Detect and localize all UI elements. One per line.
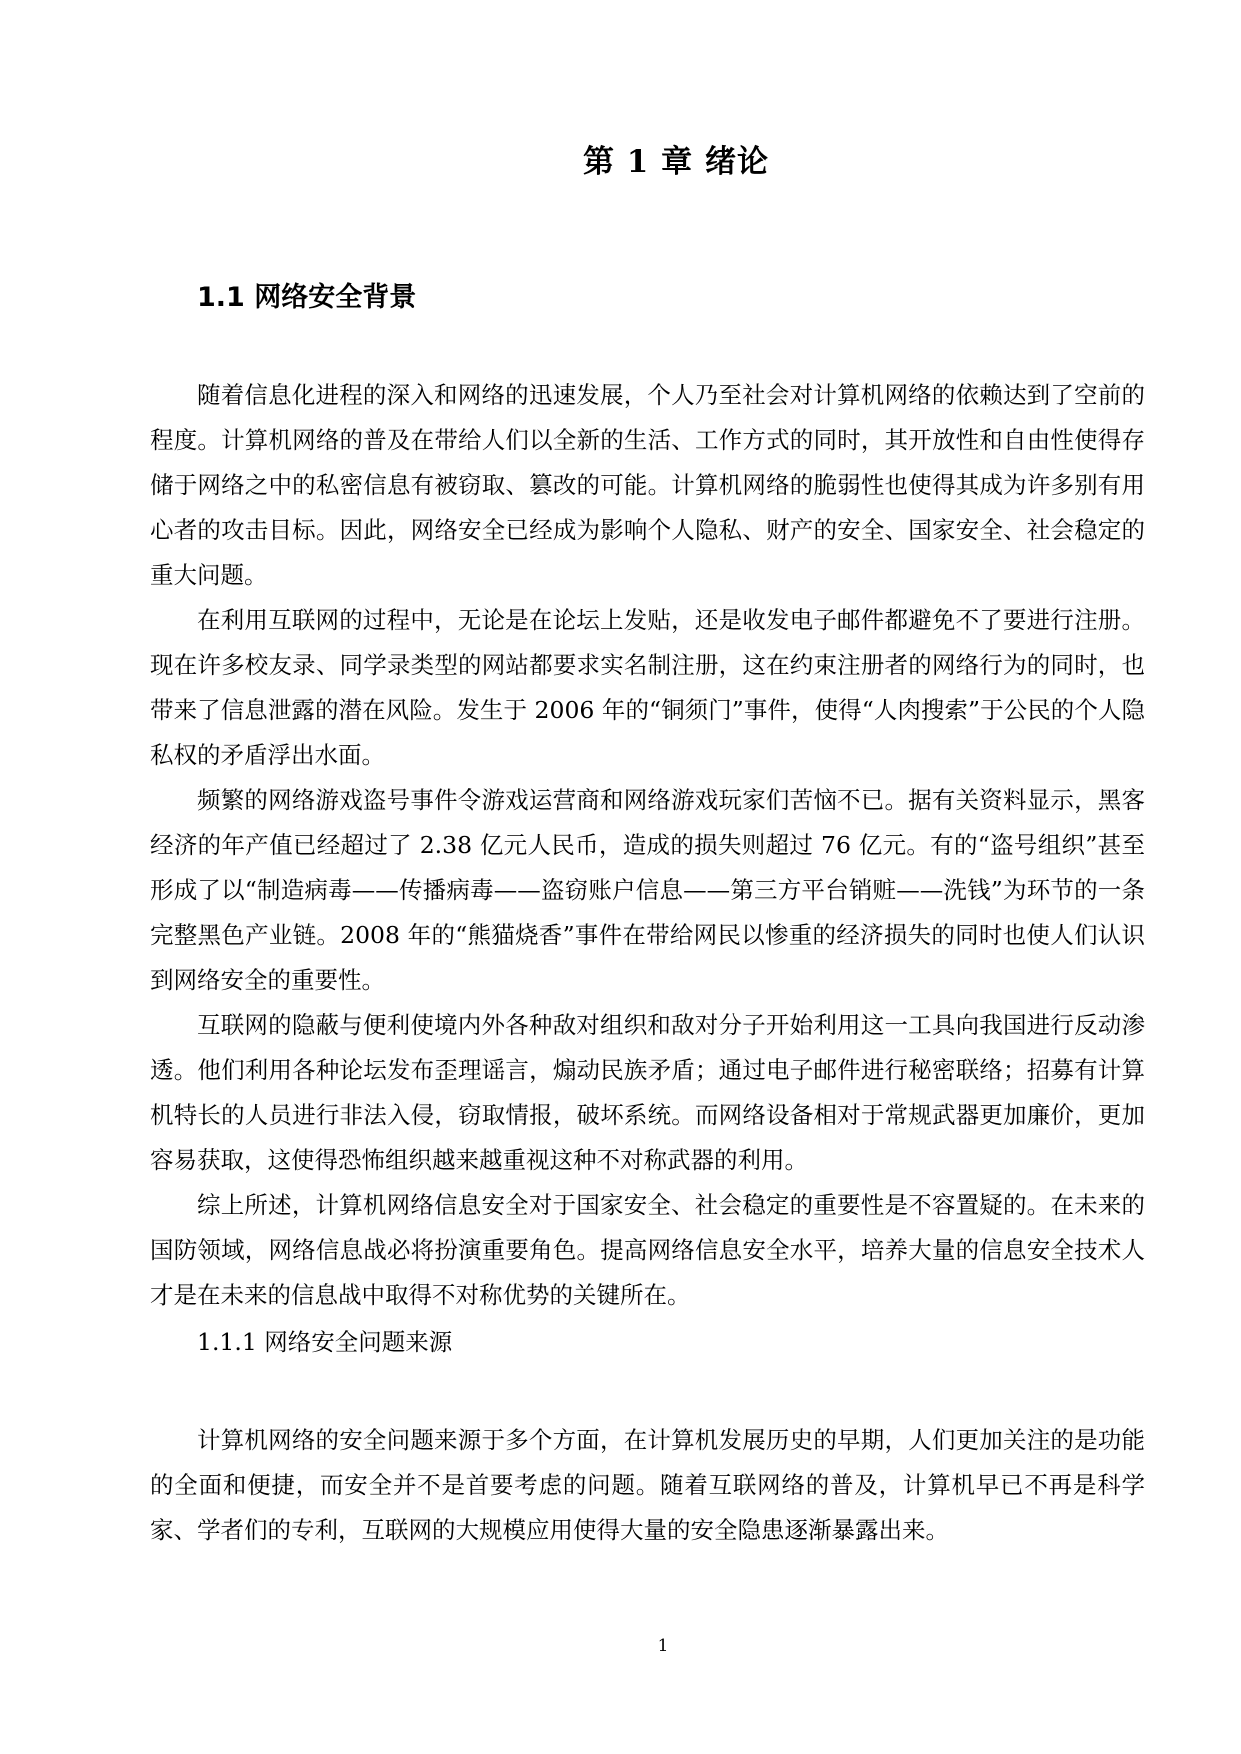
body-paragraph: 互联网的隐蔽与便利使境内外各种敌对组织和敌对分子开始利用这一工具向我国进行反动渗透。他们利用各种论坛发布歪理谣言，煽动民族矛盾；通过电子邮件进行秘密联络；招募有计算机特长的人员进行非法入侵，窃取情报，破坏系统。而网络设备相对于常规武器更加廉价，更加容易获取，这使得恐怖组织越来越重视这种不对称武器的利用。 <box>150 1011 1145 1174</box>
body-paragraph: 计算机网络的安全问题来源于多个方面，在计算机发展历史的早期，人们更加关注的是功能的全面和便捷，而安全并不是首要考虑的问题。随着互联网络的普及，计算机早已不再是科学家、学者们的专利，互联网的大规模应用使得大量的安全隐患逐渐暴露出来。 <box>150 1426 1145 1544</box>
body-paragraph: 在利用互联网的过程中，无论是在论坛上发贴，还是收发电子邮件都避免不了要进行注册。现在许多校友录、同学录类型的网站都要求实名制注册，这在约束注册者的网络行为的同时，也带来了信息泄露的潜在风险。发生于 2006 年的“铜须门”事件，使得“人肉搜索”于公民的个人隐私权的矛盾浮出水面。 <box>150 606 1145 769</box>
body-paragraph: 频繁的网络游戏盗号事件令游戏运营商和网络游戏玩家们苦恼不已。据有关资料显示，黑客经济的年产值已经超过了 2.38 亿元人民币，造成的损失则超过 76 亿元。有的“盗号组织”甚至形成了以“制造病毒——传播病毒——盗窃账户信息——第三方平台销赃——洗钱”为环节的一条完整黑色产业链。2008 年的“熊猫烧香”事件在带给网民以惨重的经济损失的同时也使人们认识到网络安全的重要性。 <box>150 786 1145 994</box>
page-number: 1 <box>657 1636 669 1656</box>
subsection-title: 1.1.1 网络安全问题来源 <box>197 1328 453 1356</box>
body-paragraph: 综上所述，计算机网络信息安全对于国家安全、社会稳定的重要性是不容置疑的。在未来的国防领域，网络信息战必将扮演重要角色。提高网络信息安全水平，培养大量的信息安全技术人才是在未来的信息战中取得不对称优势的关键所在。 <box>150 1191 1145 1309</box>
chapter-title: 第 1 章 绪论 <box>583 144 769 180</box>
section-title: 1.1 网络安全背景 <box>197 282 417 313</box>
body-paragraph: 随着信息化进程的深入和网络的迅速发展，个人乃至社会对计算机网络的依赖达到了空前的程度。计算机网络的普及在带给人们以全新的生活、工作方式的同时，其开放性和自由性使得存储于网络之中的私密信息有被窃取、篡改的可能。计算机网络的脆弱性也使得其成为许多别有用心者的攻击目标。因此，网络安全已经成为影响个人隐私、财产的安全、国家安全、社会稳定的重大问题。 <box>150 381 1145 589</box>
